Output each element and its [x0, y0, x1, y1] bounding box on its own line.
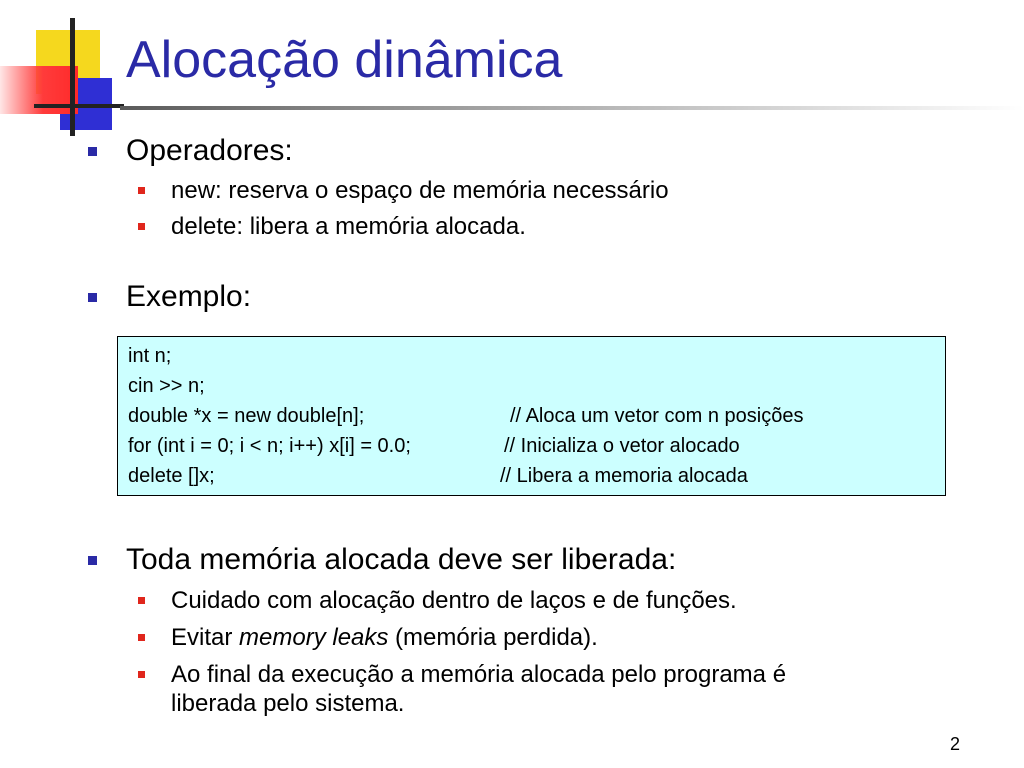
code-line: for (int i = 0; i < n; i++) x[i] = 0.0;	[128, 435, 411, 457]
logo-vertical-line	[70, 18, 75, 136]
code-example-box	[117, 336, 946, 496]
square-bullet-icon	[88, 293, 97, 302]
sub-bullet-text	[171, 623, 598, 652]
bullet-text: Exemplo:	[126, 280, 252, 313]
square-bullet-icon	[138, 597, 145, 604]
logo-horizontal-line	[34, 104, 124, 108]
sub-bullet-text: Cuidado com alocação dentro de laços e de funções.	[171, 587, 737, 614]
code-line: delete []x;	[128, 465, 215, 487]
code-line: double *x = new double[n];	[128, 405, 365, 427]
slide-logo	[0, 0, 130, 140]
sub-bullet-text	[171, 660, 786, 718]
square-bullet-icon	[138, 187, 145, 194]
final-line-1: Ao final da execução a memória alocada pelo programa é	[171, 661, 787, 688]
evitar-suffix: (memória perdida).	[388, 624, 598, 651]
square-bullet-icon	[138, 634, 145, 641]
code-comment: // Inicializa o vetor alocado	[504, 435, 740, 457]
code-line: cin >> n;	[128, 375, 205, 397]
bullet-text: Toda memória alocada deve ser liberada:	[126, 543, 677, 576]
code-comment: // Libera a memoria alocada	[500, 465, 748, 487]
slide-title: Alocação dinâmica	[126, 31, 563, 89]
title-underline	[120, 106, 1024, 110]
evitar-emphasis: memory leaks	[239, 624, 389, 651]
square-bullet-icon	[138, 223, 145, 230]
final-line-2: liberada pelo sistema.	[171, 690, 405, 717]
square-bullet-icon	[138, 671, 145, 678]
square-bullet-icon	[88, 556, 97, 565]
sub-bullet-text: new: reserva o espaço de memória necessário	[171, 177, 669, 204]
sub-bullet-text: delete: libera a memória alocada.	[171, 213, 526, 240]
square-bullet-icon	[88, 147, 97, 156]
evitar-prefix: Evitar	[171, 624, 240, 651]
page-number: 2	[950, 734, 961, 754]
code-comment: // Aloca um vetor com n posições	[510, 405, 804, 427]
bullet-text: Operadores:	[126, 134, 293, 167]
code-line: int n;	[128, 345, 172, 367]
